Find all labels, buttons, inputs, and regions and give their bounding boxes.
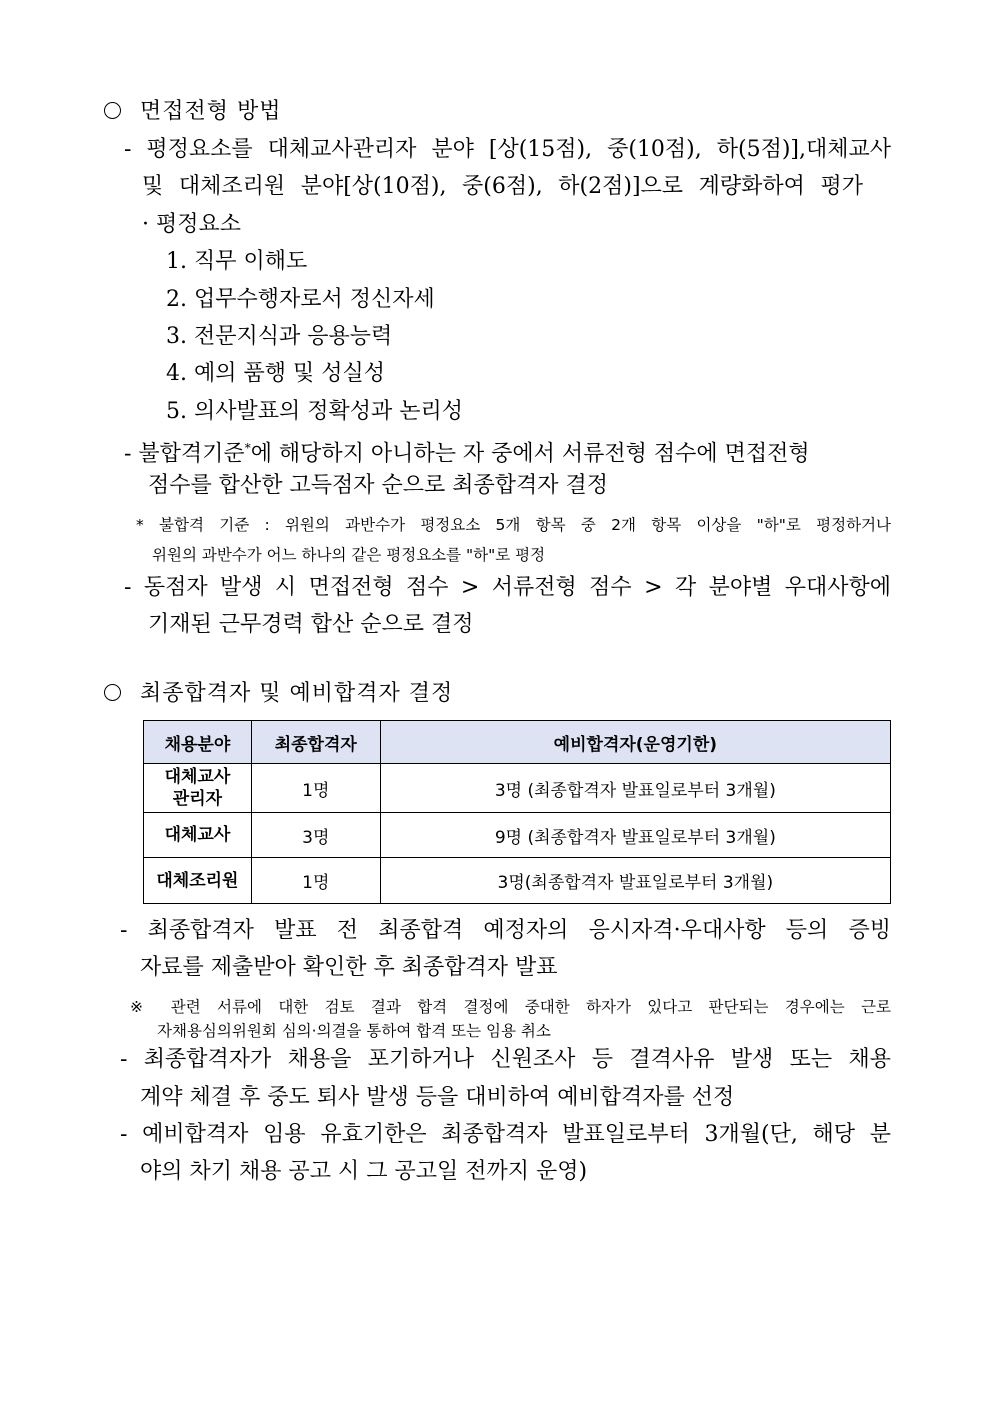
factor-item: 1. 직무 이해도 (166, 249, 308, 274)
table-row (144, 858, 891, 904)
cell-final: 1명 (251, 764, 380, 813)
table-header-row (144, 721, 891, 764)
table-row (144, 813, 891, 858)
factor-item: 2. 업무수행자로서 정신자세 (166, 287, 435, 312)
fail-criteria-note-line-1: * 불합격 기준 : 위원의 과반수가 평정요소 5개 항목 중 2개 항목 이상을 "하"로 평정하거나 (136, 516, 891, 534)
factor-item: 4. 예의 품행 및 성실성 (166, 361, 385, 386)
section-final-heading: 최종합격자 및 예비합격자 결정 (104, 680, 453, 708)
table-row (144, 764, 891, 813)
recruitment-table (143, 720, 891, 904)
cell-field: 대체조리원 (144, 858, 252, 904)
verification-line-1: - 최종합격자 발표 전 최종합격 예정자의 응시자격·우대사항 등의 증빙 (120, 918, 891, 943)
fail-criteria-note-line-2: 위원의 과반수가 어느 하나의 같은 평정요소를 "하"로 평정 (152, 546, 546, 564)
fail-criteria-line-1: - 불합격기준*에 해당하지 아니하는 자 중에서 서류전형 점수에 면접전형 (124, 441, 810, 467)
cell-reserve: 3명(최종합격자 발표일로부터 3개월) (380, 858, 890, 904)
cell-reserve: 3명 (최종합격자 발표일로부터 3개월) (380, 764, 890, 813)
interview-scoring-line-1: - 평정요소를 대체교사관리자 분야 [상(15점), 중(10점), 하(5점)],대체교사 (124, 137, 891, 162)
reserve-validity-line-1: - 예비합격자 임용 유효기한은 최종합격자 발표일로부터 3개월(단, 해당 분 (120, 1122, 891, 1147)
factor-item: 5. 의사발표의 정확성과 논리성 (166, 399, 463, 424)
reserve-selection-line-1: - 최종합격자가 채용을 포기하거나 신원조사 등 결격사유 발생 또는 채용 (120, 1047, 891, 1072)
circle-bullet-icon (104, 684, 121, 701)
cell-reserve: 9명 (최종합격자 발표일로부터 3개월) (380, 813, 890, 858)
circle-bullet-icon (104, 102, 121, 119)
header-final: 최종합격자 (251, 721, 380, 764)
footnote-star: * (244, 441, 251, 455)
header-reserve: 예비합격자(운영기한) (380, 721, 890, 764)
tie-rule-line-2: 기재된 근무경력 합산 순으로 결정 (148, 612, 474, 637)
factors-label: · 평정요소 (142, 212, 241, 237)
cancellation-note-line-1: ※ 관련 서류에 대한 검토 결과 합격 결정에 중대한 하자가 있다고 판단되는 경우에는 근로 (130, 998, 891, 1016)
reserve-validity-line-2: 야의 차기 채용 공고 시 그 공고일 전까지 운영) (140, 1159, 588, 1184)
fail-criteria-line-2: 점수를 합산한 고득점자 순으로 최종합격자 결정 (148, 473, 609, 498)
interview-scoring-line-2: 및 대체조리원 분야[상(10점), 중(6점), 하(2점)]으로 계량화하여 평가 (142, 174, 863, 199)
section-interview-heading: 면접전형 방법 (104, 98, 282, 126)
cell-field: 대체교사 (144, 813, 252, 858)
cell-final: 3명 (251, 813, 380, 858)
cell-final: 1명 (251, 858, 380, 904)
reserve-selection-line-2: 계약 체결 후 중도 퇴사 발생 등을 대비하여 예비합격자를 선정 (140, 1085, 735, 1110)
cell-field: 대체교사 관리자 (144, 764, 252, 813)
header-field: 채용분야 (144, 721, 252, 764)
cancellation-note-line-2: 자채용심의위원회 심의·의결을 통하여 합격 또는 임용 취소 (157, 1022, 551, 1040)
verification-line-2: 자료를 제출받아 확인한 후 최종합격자 발표 (140, 955, 558, 980)
factor-item: 3. 전문지식과 응용능력 (166, 324, 393, 349)
tie-rule-line-1: - 동점자 발생 시 면접전형 점수 > 서류전형 점수 > 각 분야별 우대사항에 (124, 575, 891, 600)
